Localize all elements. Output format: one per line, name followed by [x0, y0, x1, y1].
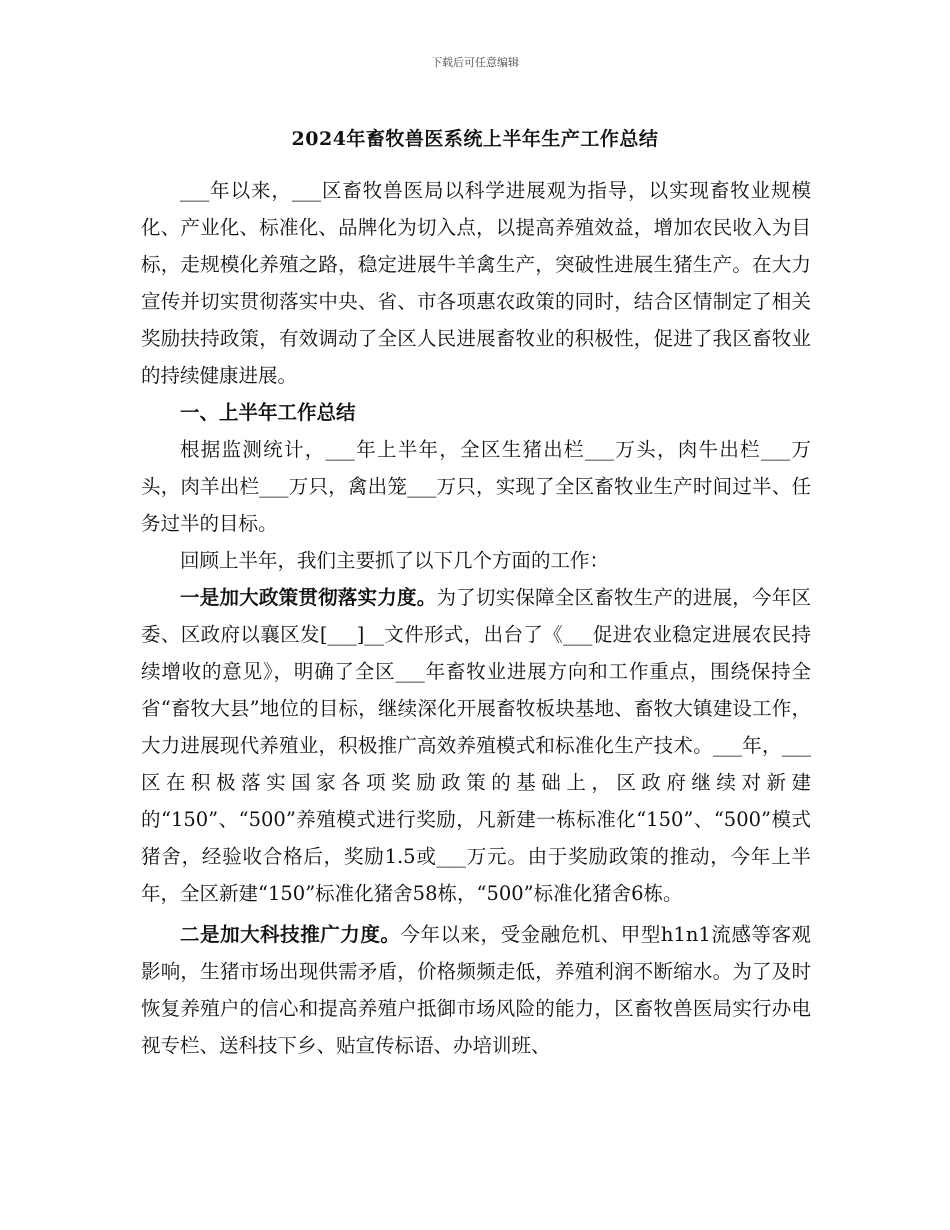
header-note: 下载后可任意编辑	[431, 56, 519, 69]
paragraph-review: 回顾上半年，我们主要抓了以下几个方面的工作：	[180, 549, 610, 572]
document-body	[141, 172, 811, 1064]
paragraph-technology	[141, 916, 811, 1064]
paragraph-technology-text: 今年以来，受金融危机、甲型h1n1流感等客观影响，生猪市场出现供需矛盾，价格频频走低，养殖利润不断缩水。为了及时恢复养殖户的信心和提高养殖户抵御市场风险的能力，区畜牧兽医局实行办电视专栏、送科技下乡、贴宣传标语、办培训班、	[141, 923, 811, 1057]
paragraph-statistics: 根据监测统计，___年上半年，全区生猪出栏___万头，肉牛出栏___万头，肉羊出栏___万只，禽出笼___万只，实现了全区畜牧业生产时间过半、任务过半的目标。	[141, 438, 811, 535]
document-title: 2024年畜牧兽医系统上半年生产工作总结	[291, 128, 659, 150]
paragraph-technology-lead: 二是加大科技推广力度。	[180, 923, 401, 946]
paragraph-policy	[141, 579, 811, 912]
section-heading: 一、上半年工作总结	[180, 401, 356, 424]
paragraph-policy-text: 为了切实保障全区畜牧生产的进展，今年区委、区政府以襄区发[___]__文件形式，出台了《___促进农业稳定进展农民持续增收的意见》，明确了全区___年畜牧业进展方向和工作重点，围绕保持全省“畜牧大县”地位的目标，继续深化开展畜牧板块基地、畜牧大镇建设工作，大力进展现代养殖业，积极推广高效养殖模式和标准化生产技术。___年，___区在积极落实国家各项奖励政策的基础上，区政府继续对新建的“150”、“500”养殖模式进行奖励，凡新建一栋标准化“150”、“500”模式猪舍，经验收合格后，奖励1.5或___万元。由于奖励政策的推动，今年上半年，全区新建“150”标准化猪舍58栋，“500”标准化猪舍6栋。	[141, 586, 811, 905]
paragraph-policy-lead: 一是加大政策贯彻落实力度。	[180, 586, 437, 609]
paragraph-intro: ___年以来，___区畜牧兽医局以科学进展观为指导，以实现畜牧业规模化、产业化、标准化、品牌化为切入点，以提高养殖效益，增加农民收入为目标，走规模化养殖之路，稳定进展牛羊禽生产，突破性进展生猪生产。在大力宣传并切实贯彻落实中央、省、市各项惠农政策的同时，结合区情制定了相关奖励扶持政策，有效调动了全区人民进展畜牧业的积极性，促进了我区畜牧业的持续健康进展。	[141, 179, 811, 387]
